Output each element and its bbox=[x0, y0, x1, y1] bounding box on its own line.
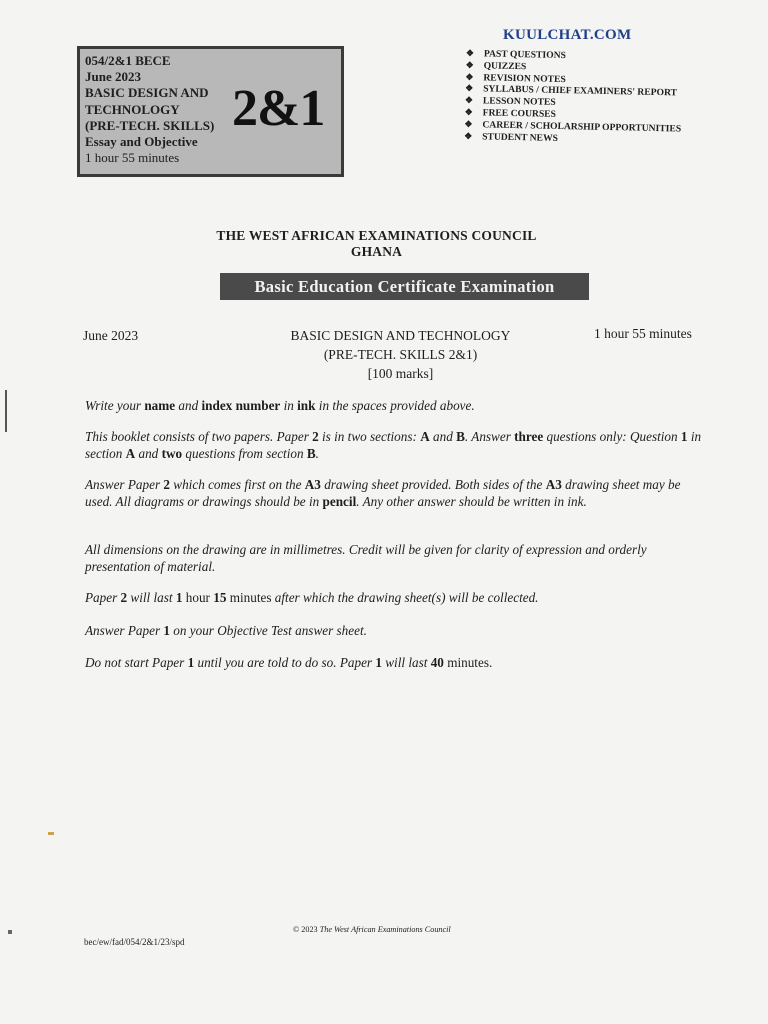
bullet-icon: ❖ bbox=[464, 95, 474, 106]
speck-mark bbox=[48, 832, 54, 835]
binding-mark bbox=[5, 390, 11, 432]
exam-stamp-box bbox=[77, 46, 344, 177]
bullet-icon: ❖ bbox=[465, 48, 475, 59]
bullet-icon: ❖ bbox=[464, 106, 473, 118]
stamp-duration: 1 hour 55 minutes bbox=[85, 150, 180, 166]
bullet-icon: ❖ bbox=[465, 71, 474, 82]
council-country: GHANA bbox=[350, 244, 403, 259]
speck-mark bbox=[8, 930, 12, 934]
stamp-subject-3: (PRE-TECH. SKILLS) bbox=[85, 117, 215, 133]
bullet-icon: ❖ bbox=[464, 130, 473, 141]
exam-date: June 2023 bbox=[83, 328, 139, 343]
site-feature-list bbox=[464, 48, 683, 147]
list-item: ❖ STUDENT NEWS bbox=[464, 130, 559, 144]
subject-title: BASIC DESIGN AND TECHNOLOGY bbox=[290, 328, 511, 343]
bullet-icon: ❖ bbox=[464, 118, 473, 129]
exam-duration: 1 hour 55 minutes bbox=[594, 326, 692, 341]
stamp-date: June 2023 bbox=[85, 69, 141, 85]
instruction-6: Answer Paper 1 on your Objective Test answer sheet. bbox=[85, 623, 367, 638]
bullet-icon: ❖ bbox=[465, 83, 474, 94]
list-item: ❖ PAST QUESTIONS bbox=[465, 48, 567, 62]
stamp-code: 054/2&1 BECE bbox=[85, 53, 171, 68]
stamp-paper-number: 2&1 bbox=[232, 80, 325, 137]
copyright-notice: © 2023 The West African Examinations Council bbox=[293, 925, 451, 934]
list-item: ❖ QUIZZES bbox=[465, 59, 527, 73]
instruction-2: This booklet consists of two papers. Paper 2 is in two sections: A and B. Answer three questions only: Question 1 in section A and two questions from section B. bbox=[85, 429, 702, 461]
instruction-1: Write your name and index number in ink in the spaces provided above. bbox=[85, 398, 475, 413]
instruction-5: Paper 2 will last 1 hour 15 minutes after which the drawing sheet(s) will be collected. bbox=[85, 590, 539, 605]
council-heading bbox=[0, 228, 768, 260]
total-marks: [100 marks] bbox=[367, 366, 434, 381]
list-item: ❖ FREE COURSES bbox=[464, 106, 557, 120]
stamp-text bbox=[85, 53, 214, 166]
site-title[interactable]: KUULCHAT.COM bbox=[503, 27, 632, 43]
stamp-subject: BASIC DESIGN AND bbox=[85, 85, 209, 101]
stamp-type: Essay and Objective bbox=[85, 134, 198, 150]
instruction-7: Do not start Paper 1 until you are told to do so. Paper 1 will last 40 minutes. bbox=[85, 655, 493, 670]
stamp-subject-2: TECHNOLOGY bbox=[85, 101, 180, 117]
list-item: ❖ REVISION NOTES bbox=[465, 71, 566, 85]
list-item: ❖ SYLLABUS / CHIEF EXAMINERS' REPORT bbox=[465, 83, 678, 99]
document-reference: bec/ew/fad/054/2&1/23/spd bbox=[84, 937, 185, 947]
instruction-3: Answer Paper 2 which comes first on the A3 drawing sheet provided. Both sides of the A3 drawing sheet may be used. All diagrams or drawings should be in pencil. Any other answer should be written in ink. bbox=[85, 477, 681, 509]
exam-banner: Basic Education Certificate Examination bbox=[220, 273, 589, 300]
council-name: THE WEST AFRICAN EXAMINATIONS COUNCIL bbox=[216, 228, 537, 243]
instruction-4: All dimensions on the drawing are in millimetres. Credit will be given for clarity of expression and orderly presentation of material. bbox=[85, 542, 647, 574]
subject-subtitle: (PRE-TECH. SKILLS 2&1) bbox=[323, 347, 478, 362]
exam-subject bbox=[258, 326, 543, 383]
bullet-icon: ❖ bbox=[465, 59, 474, 70]
list-item: ❖ CAREER / SCHOLARSHIP OPPORTUNITIES bbox=[464, 118, 682, 135]
list-item: ❖ LESSON NOTES bbox=[464, 95, 556, 109]
